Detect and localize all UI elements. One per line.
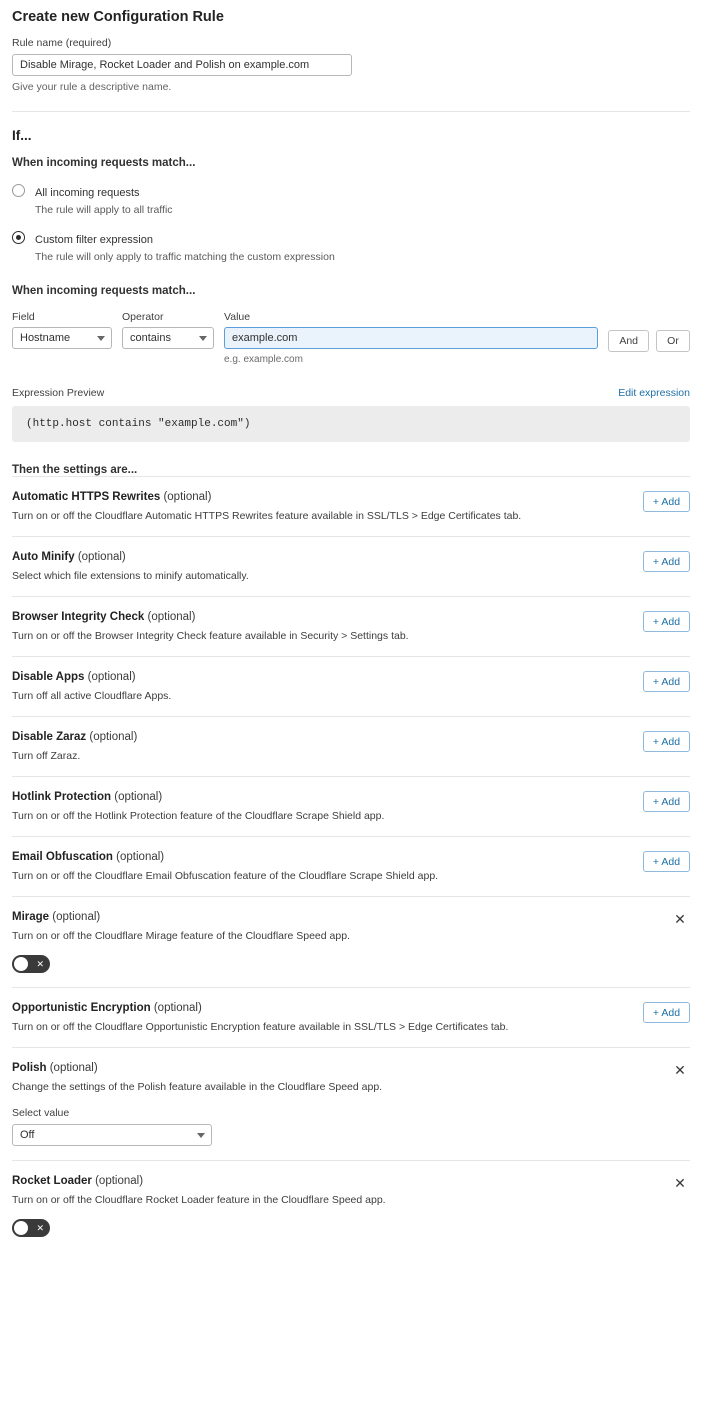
setting-title (12, 611, 690, 623)
setting-optional-tag: (optional) (116, 851, 165, 863)
filter-buttons (608, 311, 690, 352)
setting-title (12, 911, 690, 923)
setting-name: Disable Apps (12, 671, 85, 683)
radio-custom-filter-expression[interactable] (12, 230, 690, 263)
page-title: Create new Configuration Rule (12, 9, 224, 25)
setting-row (12, 716, 690, 776)
radio-mark-icon[interactable] (12, 184, 25, 197)
setting-description: Turn off all active Cloudflare Apps. (12, 690, 172, 702)
expression-preview-title: Expression Preview (12, 387, 105, 399)
toggle-off-icon: ✕ (36, 1223, 44, 1233)
setting-name: Mirage (12, 911, 50, 923)
or-button[interactable]: Or (656, 330, 690, 352)
setting-optional-tag: (optional) (52, 911, 101, 923)
setting-row (12, 896, 690, 987)
setting-optional-tag: (optional) (153, 1002, 202, 1014)
setting-description: Turn on or off the Cloudflare Automatic HTTPS Rewrites feature available in SSL/TLS > Edge Certificates tab. (12, 510, 522, 522)
operator-column (122, 311, 214, 349)
setting-optional-tag: (optional) (87, 671, 136, 683)
setting-description: Turn on or off the Cloudflare Email Obfuscation feature of the Cloudflare Scrape Shield app. (12, 870, 439, 882)
operator-select[interactable] (122, 327, 214, 349)
select-wrapper (12, 1124, 212, 1146)
setting-row (12, 476, 690, 536)
value-column (224, 311, 598, 365)
setting-description: Turn on or off the Cloudflare Opportunistic Encryption feature available in SSL/TLS > Edge Certificates tab. (12, 1021, 509, 1033)
setting-value-select[interactable] (12, 1124, 212, 1146)
field-select[interactable] (12, 327, 112, 349)
divider (12, 111, 690, 112)
filter-subheading: When incoming requests match... (12, 285, 196, 297)
setting-optional-tag: (optional) (114, 791, 163, 803)
setting-row (12, 1160, 690, 1251)
setting-description: Turn on or off the Browser Integrity Check feature available in Security > Settings tab. (12, 630, 409, 642)
setting-description: Select which file extensions to minify automatically. (12, 570, 249, 582)
close-icon[interactable]: ✕ (674, 911, 686, 927)
rule-name-group (12, 37, 690, 93)
settings-list (12, 476, 690, 1251)
chevron-down-icon (197, 1133, 205, 1138)
setting-name: Rocket Loader (12, 1175, 92, 1187)
setting-title (12, 491, 690, 503)
chevron-down-icon (97, 336, 105, 341)
toggle-knob (14, 1221, 28, 1235)
setting-optional-tag: (optional) (49, 1062, 98, 1074)
radio-mark-icon[interactable] (12, 231, 25, 244)
add-setting-button[interactable]: + Add (643, 851, 690, 872)
setting-description: Turn on or off the Hotlink Protection feature of the Cloudflare Scrape Shield app. (12, 810, 385, 822)
setting-title (12, 1062, 690, 1074)
setting-description: Change the settings of the Polish feature available in the Cloudflare Speed app. (12, 1081, 383, 1093)
setting-row (12, 596, 690, 656)
expression-header (12, 387, 690, 399)
setting-title (12, 671, 690, 683)
add-setting-button[interactable]: + Add (643, 731, 690, 752)
setting-title (12, 791, 690, 803)
value-hint: e.g. example.com (224, 354, 303, 365)
select-value-label: Select value (12, 1107, 70, 1119)
if-section-heading: If... (12, 128, 32, 143)
setting-name: Auto Minify (12, 551, 75, 563)
value-label: Value (224, 311, 251, 323)
edit-expression-link[interactable]: Edit expression (618, 387, 690, 399)
rule-name-help: Give your rule a descriptive name. (12, 81, 172, 93)
add-setting-button[interactable]: + Add (643, 551, 690, 572)
radio-sublabel: The rule will only apply to traffic matching the custom expression (35, 251, 335, 263)
field-label: Field (12, 311, 35, 323)
filter-row (12, 311, 690, 365)
setting-title (12, 851, 690, 863)
setting-name: Disable Zaraz (12, 731, 87, 743)
value-input[interactable] (224, 327, 598, 349)
add-setting-button[interactable]: + Add (643, 671, 690, 692)
setting-title (12, 1175, 690, 1187)
rule-name-input[interactable] (12, 54, 352, 76)
radio-sublabel: The rule will apply to all traffic (35, 204, 173, 216)
setting-row (12, 536, 690, 596)
setting-optional-tag: (optional) (95, 1175, 144, 1187)
setting-description: Turn on or off the Cloudflare Mirage feature of the Cloudflare Speed app. (12, 930, 350, 942)
setting-name: Opportunistic Encryption (12, 1002, 151, 1014)
setting-row (12, 836, 690, 896)
setting-value-select-value: Off (20, 1129, 35, 1141)
setting-row (12, 656, 690, 716)
setting-name: Hotlink Protection (12, 791, 112, 803)
and-button[interactable]: And (608, 330, 649, 352)
setting-description: Turn on or off the Cloudflare Rocket Loader feature in the Cloudflare Speed app. (12, 1194, 386, 1206)
setting-name: Polish (12, 1062, 47, 1074)
setting-toggle[interactable] (12, 955, 50, 973)
setting-row (12, 1047, 690, 1160)
if-section-subheading: When incoming requests match... (12, 157, 196, 169)
toggle-off-icon: ✕ (36, 959, 44, 969)
add-setting-button[interactable]: + Add (643, 1002, 690, 1023)
setting-description: Turn off Zaraz. (12, 750, 81, 762)
toggle-knob (14, 957, 28, 971)
chevron-down-icon (199, 336, 207, 341)
operator-label: Operator (122, 311, 164, 323)
setting-name: Email Obfuscation (12, 851, 113, 863)
setting-name: Browser Integrity Check (12, 611, 145, 623)
setting-optional-tag: (optional) (163, 491, 212, 503)
radio-label: All incoming requests (35, 187, 140, 199)
setting-title (12, 551, 690, 563)
radio-all-incoming-requests[interactable] (12, 183, 690, 216)
setting-name: Automatic HTTPS Rewrites (12, 491, 161, 503)
close-icon[interactable]: ✕ (674, 1062, 686, 1078)
field-column (12, 311, 112, 349)
setting-optional-tag: (optional) (89, 731, 138, 743)
setting-optional-tag: (optional) (77, 551, 126, 563)
setting-title (12, 1002, 690, 1014)
close-icon[interactable]: ✕ (674, 1175, 686, 1191)
setting-title (12, 731, 690, 743)
setting-row (12, 776, 690, 836)
radio-label: Custom filter expression (35, 234, 153, 246)
setting-optional-tag: (optional) (147, 611, 196, 623)
add-setting-button[interactable]: + Add (643, 491, 690, 512)
setting-row (12, 987, 690, 1047)
expression-preview-box: (http.host contains "example.com") (12, 406, 690, 442)
field-select-value: Hostname (20, 332, 71, 344)
rule-name-label: Rule name (required) (12, 37, 112, 49)
setting-toggle[interactable] (12, 1219, 50, 1237)
add-setting-button[interactable]: + Add (643, 791, 690, 812)
then-settings-heading: Then the settings are... (12, 464, 138, 476)
add-setting-button[interactable]: + Add (643, 611, 690, 632)
operator-select-value: contains (130, 332, 171, 344)
